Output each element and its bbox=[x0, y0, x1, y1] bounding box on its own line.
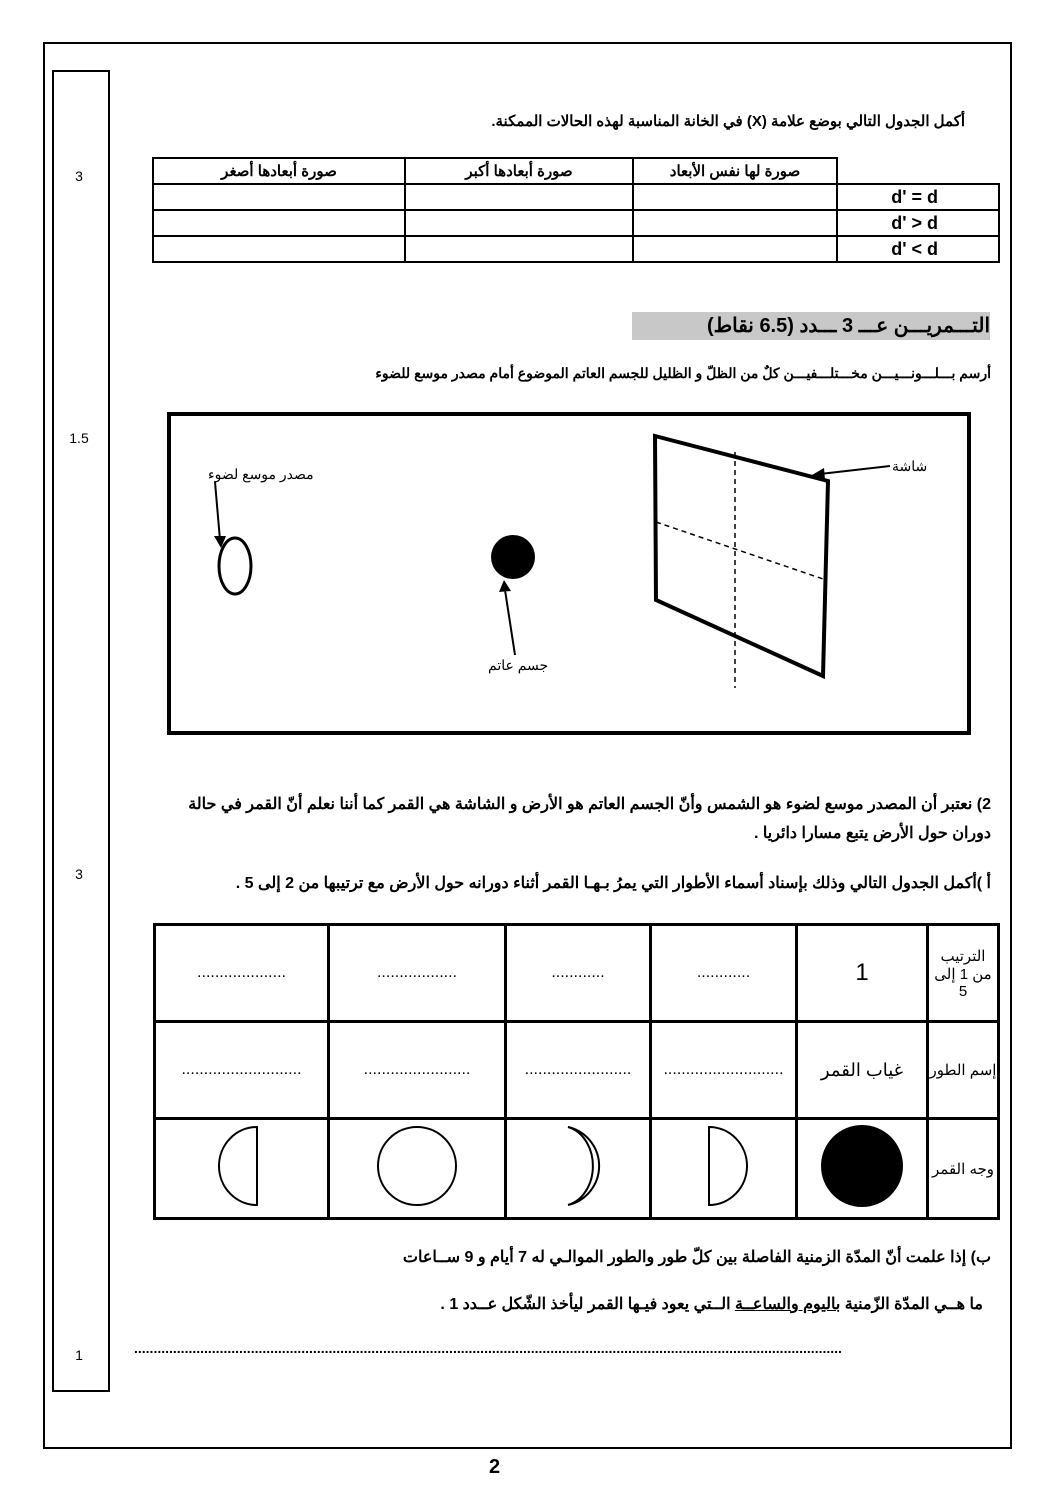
row-header: وجه القمر bbox=[928, 1119, 999, 1219]
order-cell[interactable]: ............ bbox=[506, 925, 651, 1022]
arrow-icon bbox=[505, 590, 515, 655]
arrow-icon bbox=[215, 482, 220, 540]
full-moon-icon bbox=[367, 1121, 467, 1211]
answer-line[interactable]: ...................................................................................................................................................................................... bbox=[134, 1340, 842, 1356]
row-header: الترتيب من 1 إلى 5 bbox=[928, 925, 999, 1022]
q2-text: 2) نعتبر أن المصدر موسع لضوء هو الشمس وأنّ الجسم العاتم هو الأرض و الشاشة هي القمر كما أننا نعلم أنّ القمر في حالة bbox=[188, 796, 991, 813]
screen-label: شاشة bbox=[892, 458, 928, 474]
diagram-frame bbox=[169, 414, 969, 733]
score: 3 bbox=[75, 168, 83, 184]
moon-face bbox=[506, 1119, 651, 1219]
score: 3 bbox=[75, 866, 83, 882]
name-cell[interactable]: ........................ bbox=[329, 1022, 506, 1119]
name-cell[interactable]: ........................ bbox=[506, 1022, 651, 1119]
row-header: إسم الطور bbox=[928, 1022, 999, 1119]
header-same: صورة لها نفس الأبعاد bbox=[633, 158, 837, 184]
qb-question: ما هــي المدّة الزّمنية باليوم والساعــة الــتي يعود فيـها القمر ليأخذ الشّكل عــدد 1 . bbox=[440, 1296, 983, 1313]
order-cell[interactable]: .................. bbox=[329, 925, 506, 1022]
score: 1 bbox=[75, 1347, 83, 1363]
moon-face bbox=[651, 1119, 797, 1219]
q2-text: دوران حول الأرض يتبع مسارا دائريا . bbox=[753, 825, 991, 842]
crescent-moon-icon bbox=[548, 1121, 608, 1211]
moon-phase-table bbox=[153, 923, 1000, 1220]
score: 1.5 bbox=[69, 430, 89, 446]
header-smaller: صورة أبعادها أصغر bbox=[153, 158, 405, 184]
exercise-instruction: أرسم بـــلـــونـــيـــن مخـــتلـــفيـــن كلٌ من الظلّ و الظليل للجسم العاتم الموضوع أمام مصدر موسع للضوء bbox=[375, 365, 991, 381]
order-cell[interactable]: ............ bbox=[651, 925, 797, 1022]
arrowhead-icon bbox=[499, 580, 511, 592]
opaque-object bbox=[491, 535, 535, 579]
header-larger: صورة أبعادها أكبر bbox=[405, 158, 633, 184]
order-cell: 1 bbox=[797, 925, 928, 1022]
moon-face bbox=[797, 1119, 928, 1219]
name-cell[interactable]: ........................... bbox=[651, 1022, 797, 1119]
screen bbox=[655, 436, 828, 676]
page-number: 2 bbox=[489, 1456, 501, 1478]
new-moon-icon bbox=[817, 1121, 907, 1211]
qa-text: أ )أكمل الجدول التالي وذلك بإسناد أسماء الأطوار التي يمرُ بـهـا القمر أثناء دورانه حول الأرض مع ترتيبها من 2 إلى 5 . bbox=[235, 875, 991, 892]
moon-face bbox=[155, 1119, 329, 1219]
row-label: d' < d bbox=[837, 236, 999, 262]
row-label: d' > d bbox=[837, 210, 999, 236]
part1-instruction: أكمل الجدول التالي بوضع علامة (X) في الخانة المناسبة لهذه الحالات الممكنة. bbox=[491, 113, 965, 130]
object-label: جسم عاتم bbox=[488, 657, 549, 673]
half-moon-left-icon bbox=[212, 1121, 272, 1211]
exercise-title: التـــمريـــن عـــ 3 ـــدد (6.5 نقاط) bbox=[632, 312, 990, 340]
half-moon-right-icon bbox=[694, 1121, 754, 1211]
name-cell: غياب القمر bbox=[797, 1022, 928, 1119]
order-cell[interactable]: .................... bbox=[155, 925, 329, 1022]
qb-text: ب) إذا علمت أنّ المدّة الزمنية الفاصلة بين كلّ طور والطور الموالـي له 7 أيام و 9 ســاعات bbox=[402, 1249, 991, 1266]
source-label: مصدر موسع لضوء bbox=[208, 466, 314, 482]
row-label: d' = d bbox=[837, 184, 999, 210]
arrow-icon bbox=[820, 466, 890, 474]
name-cell[interactable]: ........................... bbox=[155, 1022, 329, 1119]
moon-face bbox=[329, 1119, 506, 1219]
light-source bbox=[219, 538, 251, 594]
